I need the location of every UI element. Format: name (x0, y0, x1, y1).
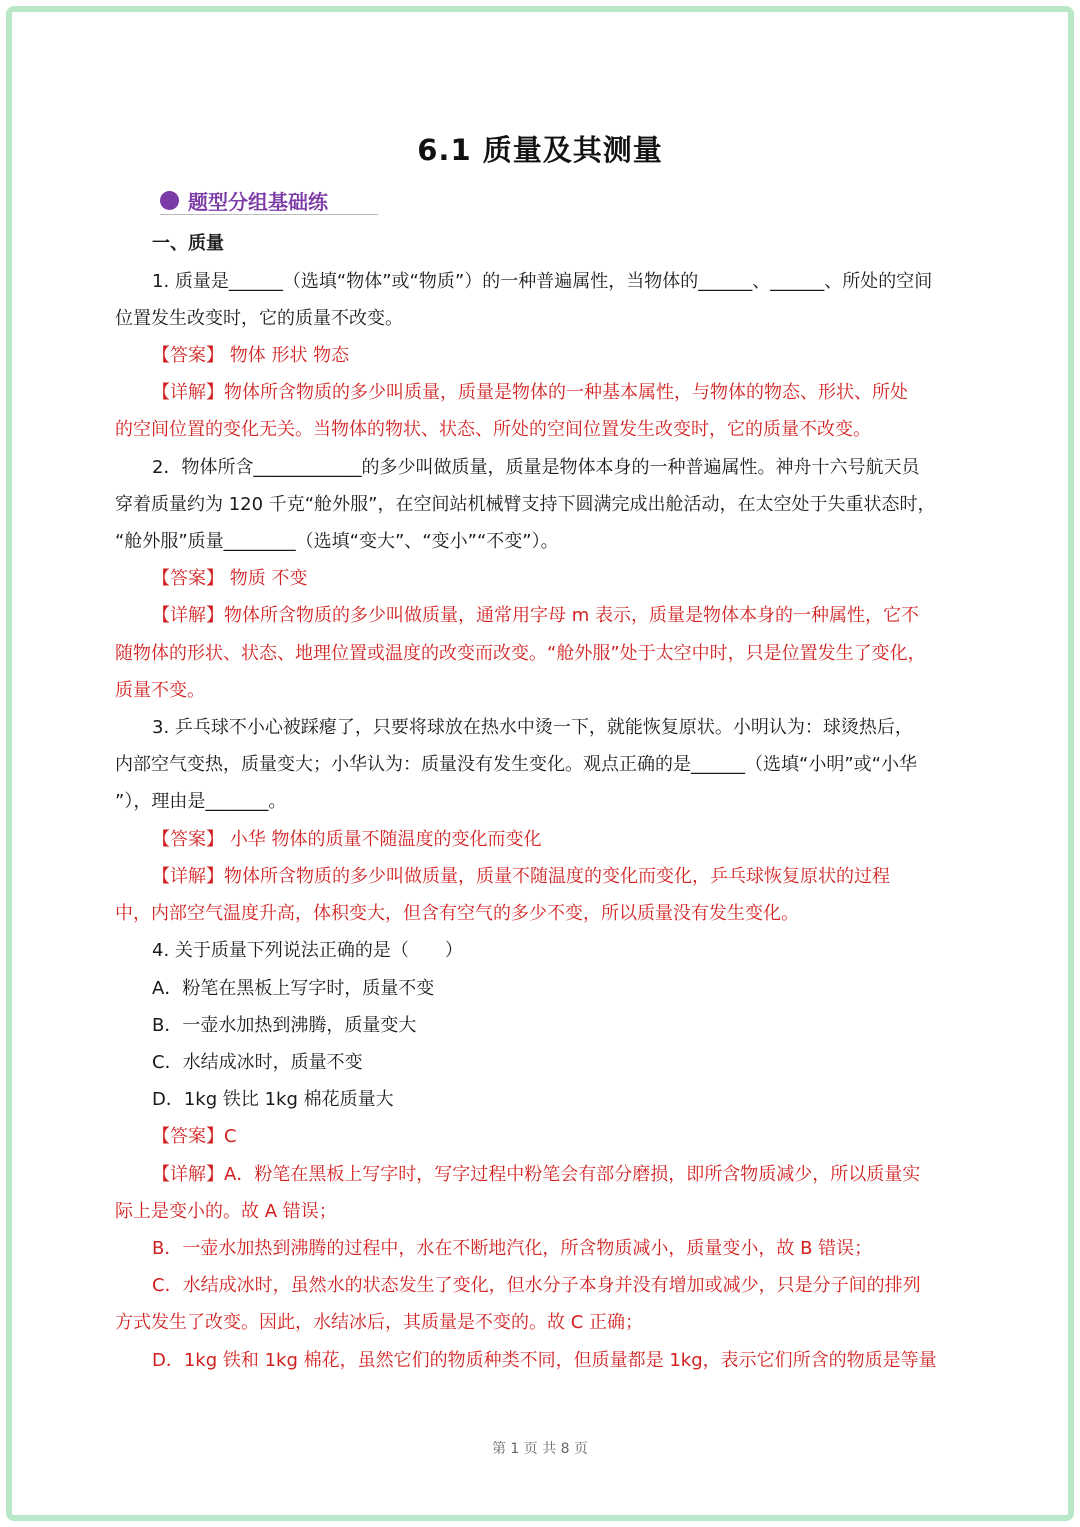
q2-explanation-1: 【详解】物体所含物质的多少叫做质量，通常用字母 m 表示，质量是物体本身的一种属性，它不 (152, 605, 919, 626)
q4-explanation-2: 际上是变小的。故 A 错误； (115, 1201, 337, 1222)
q4-explanation-4: C．水结成冰时，虽然水的状态发生了变化，但水分子本身并没有增加或减少，只是分子间的排列 (152, 1275, 921, 1296)
q4-option-c: C．水结成冰时，质量不变 (152, 1052, 363, 1073)
q3-line-1: 3. 乒乓球不小心被踩瘪了，只要将球放在热水中烫一下，就能恢复原状。小明认为：球烫热后， (152, 717, 913, 738)
q1-answer: 【答案】 物体 形状 物态 (152, 345, 350, 366)
q4-explanation-3: B．一壶水加热到沸腾的过程中，水在不断地汽化，所含物质减小，质量变小，故 B 错误； (152, 1238, 873, 1259)
q3-line-3: ”），理由是_______。 (115, 791, 287, 812)
q3-line-2: 内部空气变热，质量变大；小华认为：质量没有发生变化。观点正确的是______（选填“小明”或“小华 (115, 754, 917, 775)
q2-line-2: 穿着质量约为 120 千克“舱外服”，在空间站机械臂支持下圆满完成出舱活动，在太空处于失重状态时， (115, 494, 936, 515)
section-label: 题型分组基础练 (188, 190, 328, 214)
q3-explanation-1: 【详解】物体所含物质的多少叫做质量，质量不随温度的变化而变化，乒乓球恢复原状的过程 (152, 866, 890, 887)
q4-option-b: B．一壶水加热到沸腾，质量变大 (152, 1015, 417, 1036)
q4-explanation-6: D．1kg 铁和 1kg 棉花，虽然它们的物质种类不同，但质量都是 1kg，表示它们所含的物质是等量 (152, 1350, 937, 1371)
q1-line-2: 位置发生改变时，它的质量不改变。 (115, 308, 403, 329)
q2-line-1: 2．物体所含____________的多少叫做质量，质量是物体本身的一种普遍属性。神舟十六号航天员 (152, 457, 920, 478)
q1-line-1: 1. 质量是______（选填“物体”或“物质”）的一种普遍属性，当物体的______、______、所处的空间 (152, 271, 933, 292)
q2-line-3: “舱外服”质量________（选填“变大”、“变小”“不变”）。 (115, 531, 559, 552)
q2-answer: 【答案】 物质 不变 (152, 568, 308, 589)
q4-option-d: D．1kg 铁比 1kg 棉花质量大 (152, 1089, 394, 1110)
q4-stem: 4. 关于质量下列说法正确的是（ ） (152, 940, 463, 961)
q3-explanation-2: 中，内部空气温度升高，体积变大，但含有空气的多少不变，所以质量没有发生变化。 (115, 903, 799, 924)
section-header (160, 186, 378, 215)
subsection-heading: 一、质量 (152, 233, 224, 254)
q4-explanation-5: 方式发生了改变。因此，水结冰后，其质量是不变的。故 C 正确； (115, 1312, 644, 1333)
q4-option-a: A．粉笔在黑板上写字时，质量不变 (152, 978, 435, 999)
q4-answer: 【答案】C (152, 1126, 237, 1147)
q2-explanation-3: 质量不变。 (115, 680, 205, 701)
q1-explanation-2: 的空间位置的变化无关。当物体的物状、状态、所处的空间位置发生改变时，它的质量不改变。 (115, 419, 871, 440)
q4-explanation-1: 【详解】A．粉笔在黑板上写字时，写字过程中粉笔会有部分磨损，即所含物质减少，所以质量实 (152, 1164, 921, 1185)
page-number-footer: 第 1 页 共 8 页 (491, 1441, 589, 1457)
bullet-dot-icon (160, 191, 179, 210)
q2-explanation-2: 随物体的形状、状态、地理位置或温度的改变而改变。“舱外服”处于太空中时，只是位置发生了变化， (115, 643, 926, 664)
q3-answer: 【答案】 小华 物体的质量不随温度的变化而变化 (152, 829, 542, 850)
page-title: 6.1 质量及其测量 (417, 133, 663, 167)
q1-explanation-1: 【详解】物体所含物质的多少叫质量，质量是物体的一种基本属性，与物体的物态、形状、所处 (152, 382, 908, 403)
